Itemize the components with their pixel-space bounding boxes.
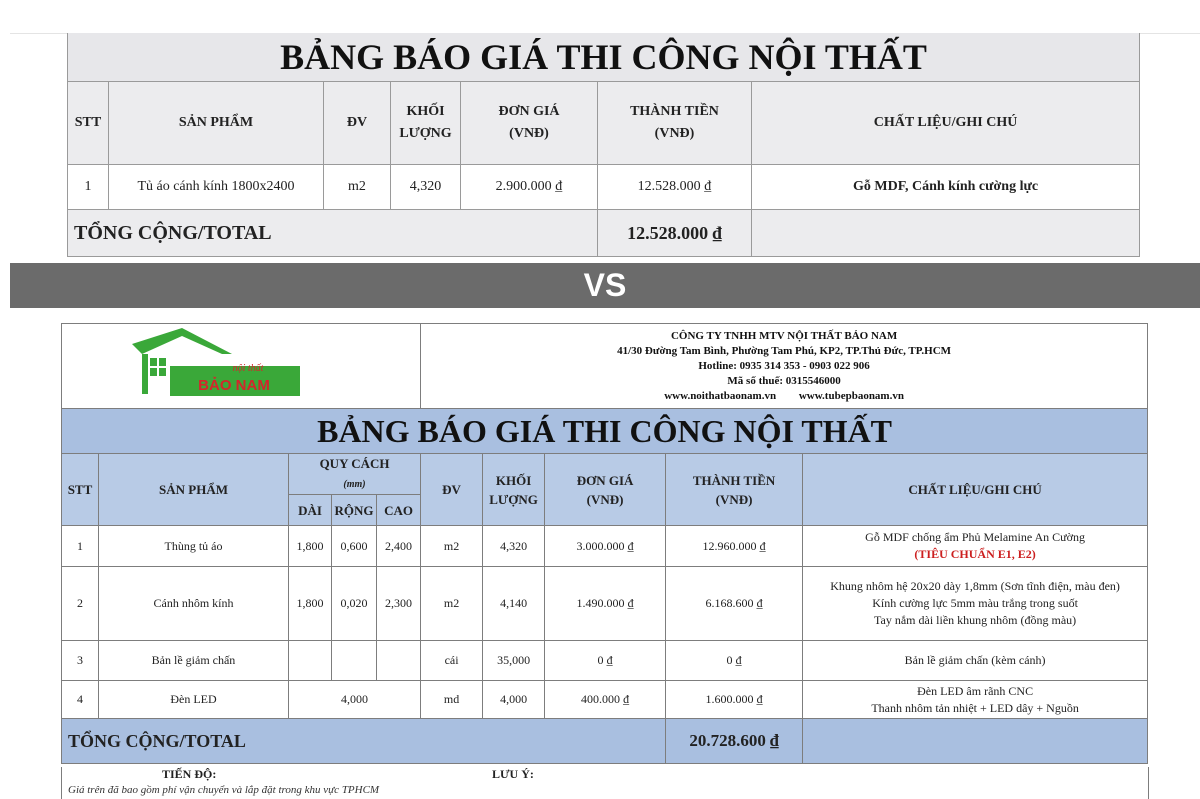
cell-stt: 2 xyxy=(62,567,99,641)
cell-quantity: 35,000 xyxy=(483,641,545,681)
cell-quantity: 4,140 xyxy=(483,567,545,641)
company-logo xyxy=(62,324,421,409)
company-info xyxy=(421,324,1148,409)
cell-quantity: 4,320 xyxy=(391,165,461,210)
cell-width: 0,600 xyxy=(332,526,377,567)
vs-separator: VS xyxy=(10,263,1200,308)
cell-amount: 1.600.000 ₫ xyxy=(666,681,803,719)
table-row xyxy=(62,641,1148,681)
cell-product: Tủ áo cánh kính 1800x2400 xyxy=(109,165,324,210)
cell-stt: 4 xyxy=(62,681,99,719)
cell-length: 1,800 xyxy=(289,526,332,567)
table-row xyxy=(62,567,1148,641)
cell-amount: 12.960.000 ₫ xyxy=(666,526,803,567)
header-unit-price: ĐƠN GIÁ (VNĐ) xyxy=(545,454,666,526)
cell-height: 2,400 xyxy=(377,526,421,567)
cell-note: Khung nhôm hệ 20x20 dày 1,8mm (Sơn tĩnh điện, màu đen) Kính cường lực 5mm màu trắng trong suốt Tay nắm dài liền khung nhôm (đồng màu) xyxy=(803,567,1148,641)
cell-stt: 3 xyxy=(62,641,99,681)
quote-title-2: BẢNG BÁO GIÁ THI CÔNG NỘI THẤT xyxy=(62,409,1148,454)
table-row xyxy=(62,526,1148,567)
header-product: SẢN PHẨM xyxy=(109,82,324,165)
cell-unit-price: 0 ₫ xyxy=(545,641,666,681)
cell-product: Cánh nhôm kính xyxy=(99,567,289,641)
header-length: DÀI xyxy=(289,495,332,526)
cell-amount: 12.528.000 ₫ xyxy=(598,165,752,210)
total-value: 20.728.600 ₫ xyxy=(666,719,803,764)
cell-note: Bản lề giảm chấn (kèm cánh) xyxy=(803,641,1148,681)
company-tax: Mã số thuế: 0315546000 xyxy=(727,374,841,387)
cell-unit-price: 400.000 ₫ xyxy=(545,681,666,719)
header-note: CHẤT LIỆU/GHI CHÚ xyxy=(803,454,1148,526)
cell-amount: 0 ₫ xyxy=(666,641,803,681)
shipping-note: Giá trên đã bao gồm phí vận chuyển và lắp đặt trong khu vực TPHCM xyxy=(68,784,380,796)
cell-width xyxy=(332,641,377,681)
cell-unit: m2 xyxy=(324,165,391,210)
header-row-1 xyxy=(62,454,1148,495)
header-stt: STT xyxy=(68,82,109,165)
header-row xyxy=(68,82,1140,165)
header-amount: THÀNH TIỀN (VNĐ) xyxy=(598,82,752,165)
header-quantity: KHỐI LƯỢNG xyxy=(391,82,461,165)
header-height: CAO xyxy=(377,495,421,526)
logo-subtitle: nội thất xyxy=(232,363,264,374)
cell-unit: cái xyxy=(421,641,483,681)
total-label: TỔNG CỘNG/TOTAL xyxy=(68,210,598,257)
total-row xyxy=(62,719,1148,764)
total-row xyxy=(68,210,1140,257)
cell-width: 0,020 xyxy=(332,567,377,641)
cell-unit-price: 3.000.000 ₫ xyxy=(545,526,666,567)
cell-unit-price: 1.490.000 ₫ xyxy=(545,567,666,641)
header-product: SẢN PHẨM xyxy=(99,454,289,526)
website-link-1[interactable]: www.noithatbaonam.vn xyxy=(664,389,777,402)
quote-table-simple xyxy=(67,33,1140,257)
company-hotline: Hotline: 0935 314 353 - 0903 022 906 xyxy=(698,359,870,372)
note-label: LƯU Ý: xyxy=(492,767,534,781)
header-width: RỘNG xyxy=(332,495,377,526)
cell-amount: 6.168.600 ₫ xyxy=(666,567,803,641)
cell-product: Đèn LED xyxy=(99,681,289,719)
header-stt: STT xyxy=(62,454,99,526)
total-value: 12.528.000 ₫ xyxy=(598,210,752,257)
cell-quantity: 4,000 xyxy=(483,681,545,719)
cell-quantity: 4,320 xyxy=(483,526,545,567)
website-link-2[interactable]: www.tubepbaonam.vn xyxy=(798,389,904,402)
cell-product: Bản lề giảm chấn xyxy=(99,641,289,681)
cell-unit-price: 2.900.000 ₫ xyxy=(461,165,598,210)
cell-height: 2,300 xyxy=(377,567,421,641)
cell-product: Thùng tủ áo xyxy=(99,526,289,567)
cell-unit: m2 xyxy=(421,567,483,641)
roof-icon xyxy=(132,328,232,354)
cell-stt: 1 xyxy=(62,526,99,567)
cell-unit: md xyxy=(421,681,483,719)
header-note: CHẤT LIỆU/GHI CHÚ xyxy=(752,82,1140,165)
company-address: 41/30 Đường Tam Bình, Phường Tam Phú, KP2, TP.Thủ Đức, TP.HCM xyxy=(617,344,952,357)
cell-stt: 1 xyxy=(68,165,109,210)
cell-note: Gỗ MDF chống ẩm Phủ Melamine An Cường (TIÊU CHUẨN E1, E2) xyxy=(803,526,1148,567)
header-spec: QUY CÁCH (mm) xyxy=(289,454,421,495)
header-amount: THÀNH TIỀN (VNĐ) xyxy=(666,454,803,526)
cell-height xyxy=(377,641,421,681)
table-row xyxy=(62,681,1148,719)
quote-footer xyxy=(61,767,1149,799)
cell-note: Đèn LED âm rãnh CNC Thanh nhôm tản nhiệt + LED dây + Nguồn xyxy=(803,681,1148,719)
progress-label: TIẾN ĐỘ: xyxy=(162,767,217,781)
cell-note: Gỗ MDF, Cánh kính cường lực xyxy=(752,165,1140,210)
cell-length xyxy=(289,641,332,681)
cell-length: 1,800 xyxy=(289,567,332,641)
header-unit-price: ĐƠN GIÁ (VNĐ) xyxy=(461,82,598,165)
header-unit: ĐV xyxy=(324,82,391,165)
header-unit: ĐV xyxy=(421,454,483,526)
total-label: TỔNG CỘNG/TOTAL xyxy=(62,719,666,764)
header-quantity: KHỐI LƯỢNG xyxy=(483,454,545,526)
quote-title: BẢNG BÁO GIÁ THI CÔNG NỘI THẤT xyxy=(68,33,1140,82)
quote-table-detailed xyxy=(61,323,1148,764)
cell-spec-merged: 4,000 xyxy=(289,681,421,719)
company-name: CÔNG TY TNHH MTV NỘI THẤT BẢO NAM xyxy=(670,329,898,342)
logo-brand: BẢO NAM xyxy=(198,377,270,394)
total-empty-cell xyxy=(803,719,1148,764)
cell-unit: m2 xyxy=(421,526,483,567)
table-row xyxy=(68,165,1140,210)
total-empty-cell xyxy=(752,210,1140,257)
